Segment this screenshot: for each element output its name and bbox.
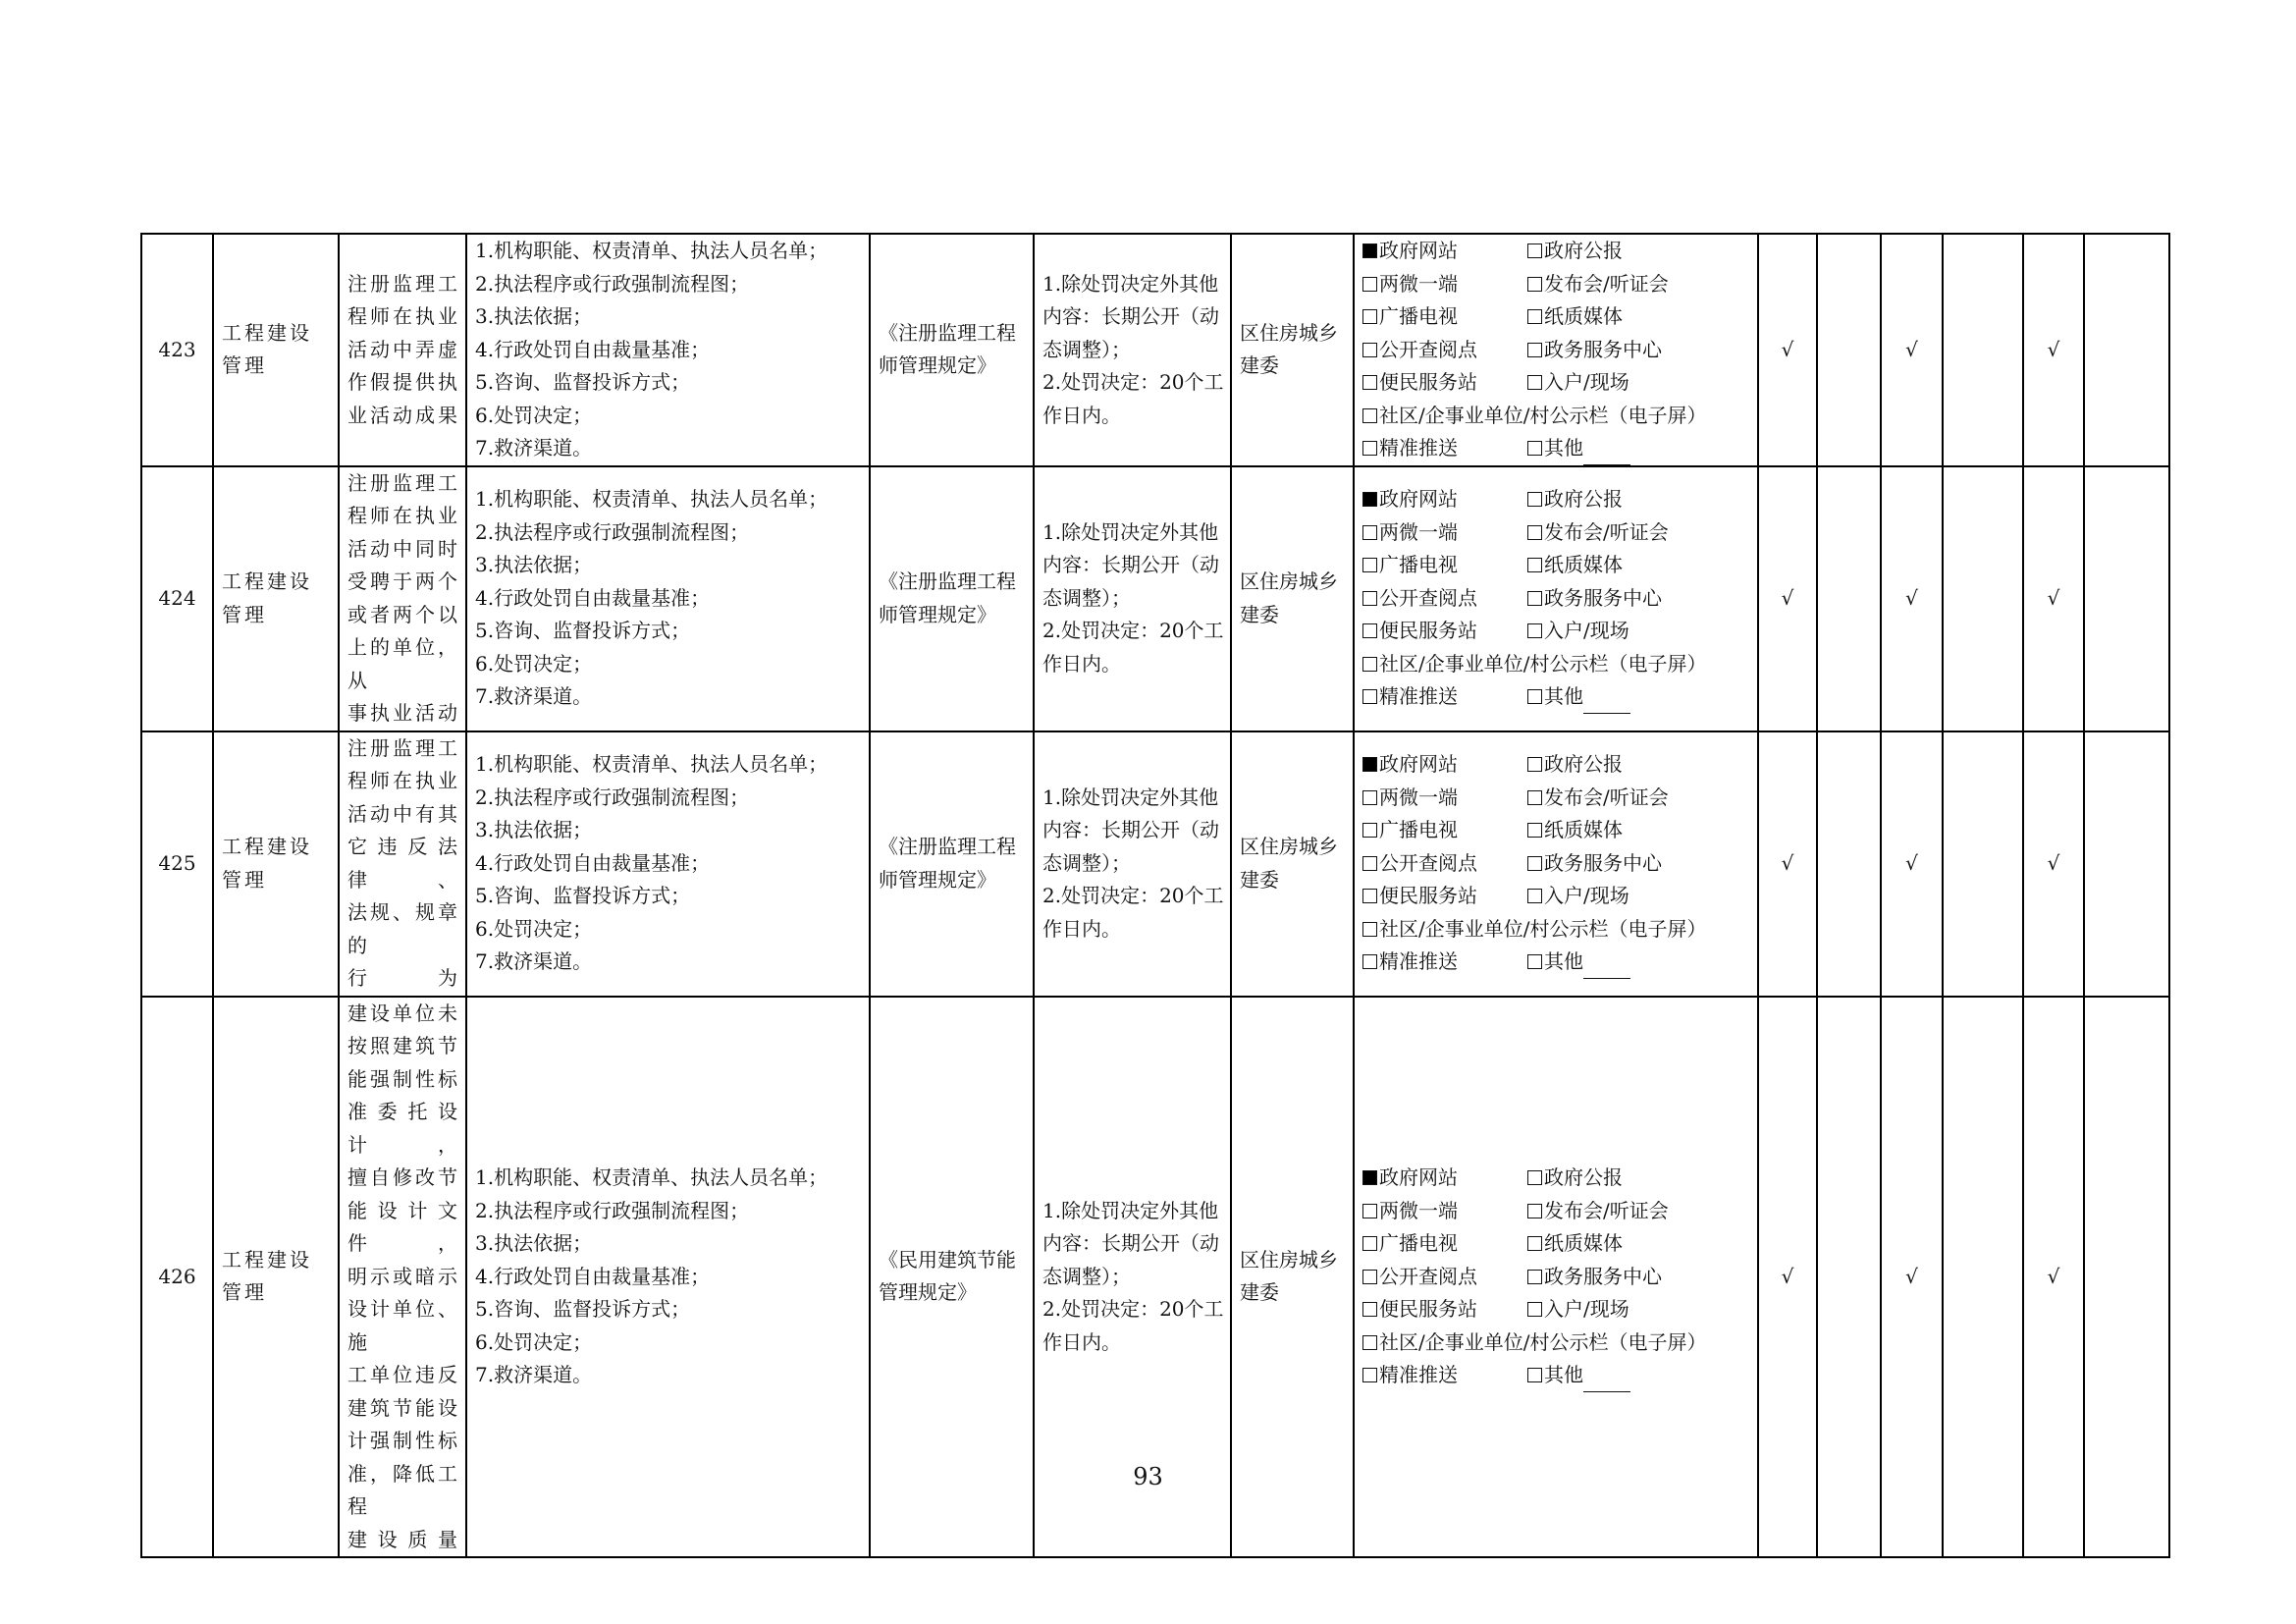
unchecked-box-icon [1362, 1236, 1377, 1251]
unchecked-box-icon [1362, 525, 1377, 540]
unchecked-box-icon [1527, 1270, 1542, 1284]
channel-convenience-station: 便民服务站 [1362, 1297, 1477, 1321]
unchecked-box-icon [1527, 1236, 1542, 1251]
unchecked-box-icon [1362, 343, 1377, 357]
checked-box-icon [1362, 244, 1377, 258]
channel-government-website: 政府网站 [1362, 487, 1458, 511]
unchecked-box-icon [1362, 823, 1377, 838]
row-number: 424 [141, 466, 213, 731]
channel-convenience-station: 便民服务站 [1362, 619, 1477, 642]
channel-government-gazette: 政府公报 [1527, 1165, 1623, 1189]
row-item: 注册监理工 程师在执业 活动中弄虚 作假提供执 业活动成果 [339, 234, 466, 466]
unchecked-box-icon [1527, 823, 1542, 838]
channel-bulletin-board: 社区/企事业单位/村公示栏（电子屏） [1362, 652, 1706, 676]
table-row [141, 731, 2169, 997]
row-category: 工程建设管理 [213, 997, 339, 1558]
unchecked-box-icon [1527, 790, 1542, 805]
row-timing: 1.除处罚决定外其他 内容：长期公开（动 态调整）； 2.处罚决定：20个工 作日内。 [1034, 234, 1231, 466]
channel-public-reading-point: 公开查阅点 [1362, 338, 1477, 361]
check-cell [1943, 234, 2023, 466]
unchecked-box-icon [1362, 657, 1377, 672]
channel-radio-tv: 广播电视 [1362, 1231, 1458, 1255]
unchecked-box-icon [1527, 954, 1542, 969]
check-cell [1817, 466, 1881, 731]
check-cell [2084, 466, 2169, 731]
row-timing: 1.除处罚决定外其他 内容：长期公开（动 态调整）； 2.处罚决定：20个工 作日内。 [1034, 997, 1231, 1558]
unchecked-box-icon [1527, 856, 1542, 871]
table-row [141, 466, 2169, 731]
unchecked-box-icon [1527, 525, 1542, 540]
channel-public-reading-point: 公开查阅点 [1362, 586, 1477, 610]
unchecked-box-icon [1362, 591, 1377, 606]
channel-door-to-door: 入户/现场 [1527, 1297, 1629, 1321]
unchecked-box-icon [1362, 922, 1377, 937]
check-mark: √ [1758, 997, 1817, 1558]
channel-other: 其他 [1527, 949, 1583, 973]
row-category: 工程建设管理 [213, 466, 339, 731]
other-blank-line [1583, 445, 1630, 465]
channel-government-website: 政府网站 [1362, 752, 1458, 776]
channel-other: 其他 [1527, 436, 1583, 460]
check-mark: √ [2023, 997, 2084, 1558]
unchecked-box-icon [1362, 1270, 1377, 1284]
channel-bulletin-board: 社区/企事业单位/村公示栏（电子屏） [1362, 1330, 1706, 1354]
channel-press-hearing: 发布会/听证会 [1527, 520, 1669, 544]
unchecked-box-icon [1527, 277, 1542, 292]
row-number: 426 [141, 997, 213, 1558]
row-content: 1.机构职能、权责清单、执法人员名单； 2.执法程序或行政强制流程图； 3.执法依据； 4.行政处罚自由裁量基准； 5.咨询、监督投诉方式； 6.处罚决定； 7.救济渠道。 [466, 997, 870, 1558]
unchecked-box-icon [1362, 441, 1377, 456]
row-content: 1.机构职能、权责清单、执法人员名单； 2.执法程序或行政强制流程图； 3.执法依据； 4.行政处罚自由裁量基准； 5.咨询、监督投诉方式； 6.处罚决定； 7.救济渠道。 [466, 731, 870, 997]
channel-precise-push: 精准推送 [1362, 949, 1458, 973]
unchecked-box-icon [1527, 1302, 1542, 1317]
row-channels [1354, 466, 1758, 731]
channel-two-micro-one-app: 两微一端 [1362, 785, 1458, 809]
check-cell [1817, 731, 1881, 997]
row-basis: 《注册监理工程 师管理规定》 [870, 731, 1034, 997]
channel-door-to-door: 入户/现场 [1527, 884, 1629, 907]
channel-precise-push: 精准推送 [1362, 1363, 1458, 1386]
channel-two-micro-one-app: 两微一端 [1362, 1199, 1458, 1222]
check-cell [1943, 731, 2023, 997]
row-item: 建设单位未 按照建筑节 能强制性标 准委托设计， 擅自修改节 能设计文件， 明示或暗示 设计单位、施 工单位违反 建筑节能设 计强制性标 准，降低工程 建设质量 [339, 997, 466, 1558]
row-subject: 区住房城乡 建委 [1231, 466, 1354, 731]
check-mark: √ [2023, 466, 2084, 731]
unchecked-box-icon [1362, 1302, 1377, 1317]
check-cell [2084, 234, 2169, 466]
unchecked-box-icon [1527, 757, 1542, 772]
check-cell [2084, 731, 2169, 997]
unchecked-box-icon [1527, 492, 1542, 507]
channel-service-center: 政务服务中心 [1527, 851, 1662, 875]
page-number: 93 [1133, 1463, 1163, 1490]
row-subject: 区住房城乡 建委 [1231, 234, 1354, 466]
unchecked-box-icon [1527, 689, 1542, 704]
channel-other: 其他 [1527, 684, 1583, 708]
channel-radio-tv: 广播电视 [1362, 818, 1458, 841]
other-blank-line [1583, 1372, 1630, 1392]
unchecked-box-icon [1527, 1170, 1542, 1185]
check-mark: √ [1881, 997, 1943, 1558]
checked-box-icon [1362, 492, 1377, 507]
check-cell [1817, 234, 1881, 466]
row-content: 1.机构职能、权责清单、执法人员名单； 2.执法程序或行政强制流程图； 3.执法依据； 4.行政处罚自由裁量基准； 5.咨询、监督投诉方式； 6.处罚决定； 7.救济渠道。 [466, 466, 870, 731]
channel-print-media: 纸质媒体 [1527, 304, 1623, 328]
unchecked-box-icon [1362, 856, 1377, 871]
unchecked-box-icon [1527, 343, 1542, 357]
other-blank-line [1583, 693, 1630, 714]
unchecked-box-icon [1362, 1335, 1377, 1350]
channel-bulletin-board: 社区/企事业单位/村公示栏（电子屏） [1362, 404, 1706, 427]
check-mark: √ [1881, 731, 1943, 997]
row-basis: 《民用建筑节能 管理规定》 [870, 997, 1034, 1558]
row-channels [1354, 731, 1758, 997]
row-number: 425 [141, 731, 213, 997]
channel-service-center: 政务服务中心 [1527, 338, 1662, 361]
channel-print-media: 纸质媒体 [1527, 818, 1623, 841]
row-category: 工程建设管理 [213, 731, 339, 997]
check-mark: √ [1881, 466, 1943, 731]
unchecked-box-icon [1362, 277, 1377, 292]
channel-radio-tv: 广播电视 [1362, 304, 1458, 328]
row-basis: 《注册监理工程 师管理规定》 [870, 466, 1034, 731]
other-blank-line [1583, 958, 1630, 979]
channel-public-reading-point: 公开查阅点 [1362, 1265, 1477, 1288]
row-item: 注册监理工 程师在执业 活动中有其 它违反法律、 法规、规章的 行为 [339, 731, 466, 997]
unchecked-box-icon [1527, 1204, 1542, 1218]
channel-government-website: 政府网站 [1362, 1165, 1458, 1189]
check-cell [1943, 466, 2023, 731]
channel-government-website: 政府网站 [1362, 239, 1458, 262]
row-basis: 《注册监理工程 师管理规定》 [870, 234, 1034, 466]
unchecked-box-icon [1527, 623, 1542, 638]
check-mark: √ [1881, 234, 1943, 466]
unchecked-box-icon [1362, 375, 1377, 390]
unchecked-box-icon [1362, 623, 1377, 638]
row-content: 1.机构职能、权责清单、执法人员名单； 2.执法程序或行政强制流程图； 3.执法依据； 4.行政处罚自由裁量基准； 5.咨询、监督投诉方式； 6.处罚决定； 7.救济渠道。 [466, 234, 870, 466]
check-mark: √ [1758, 731, 1817, 997]
check-mark: √ [1758, 234, 1817, 466]
channel-precise-push: 精准推送 [1362, 436, 1458, 460]
check-mark: √ [2023, 731, 2084, 997]
channel-radio-tv: 广播电视 [1362, 553, 1458, 576]
channel-press-hearing: 发布会/听证会 [1527, 272, 1669, 296]
unchecked-box-icon [1527, 558, 1542, 572]
row-subject: 区住房城乡 建委 [1231, 731, 1354, 997]
channel-service-center: 政务服务中心 [1527, 1265, 1662, 1288]
channel-service-center: 政务服务中心 [1527, 586, 1662, 610]
channel-convenience-station: 便民服务站 [1362, 884, 1477, 907]
channel-print-media: 纸质媒体 [1527, 553, 1623, 576]
checked-box-icon [1362, 757, 1377, 772]
unchecked-box-icon [1362, 790, 1377, 805]
row-category: 工程建设管理 [213, 234, 339, 466]
channel-door-to-door: 入户/现场 [1527, 619, 1629, 642]
row-timing: 1.除处罚决定外其他 内容：长期公开（动 态调整）； 2.处罚决定：20个工 作日内。 [1034, 466, 1231, 731]
unchecked-box-icon [1362, 408, 1377, 423]
unchecked-box-icon [1362, 309, 1377, 324]
channel-door-to-door: 入户/现场 [1527, 370, 1629, 394]
channel-public-reading-point: 公开查阅点 [1362, 851, 1477, 875]
unchecked-box-icon [1527, 375, 1542, 390]
unchecked-box-icon [1362, 558, 1377, 572]
channel-other: 其他 [1527, 1363, 1583, 1386]
unchecked-box-icon [1527, 441, 1542, 456]
disclosure-table [140, 233, 2170, 1558]
channel-two-micro-one-app: 两微一端 [1362, 272, 1458, 296]
channel-government-gazette: 政府公报 [1527, 239, 1623, 262]
row-subject: 区住房城乡 建委 [1231, 997, 1354, 1558]
channel-precise-push: 精准推送 [1362, 684, 1458, 708]
channel-government-gazette: 政府公报 [1527, 752, 1623, 776]
row-channels [1354, 234, 1758, 466]
unchecked-box-icon [1527, 889, 1542, 903]
unchecked-box-icon [1527, 1368, 1542, 1382]
channel-press-hearing: 发布会/听证会 [1527, 1199, 1669, 1222]
channel-print-media: 纸质媒体 [1527, 1231, 1623, 1255]
checked-box-icon [1362, 1170, 1377, 1185]
check-mark: √ [1758, 466, 1817, 731]
channel-two-micro-one-app: 两微一端 [1362, 520, 1458, 544]
unchecked-box-icon [1362, 954, 1377, 969]
unchecked-box-icon [1362, 689, 1377, 704]
unchecked-box-icon [1527, 244, 1542, 258]
row-number: 423 [141, 234, 213, 466]
unchecked-box-icon [1362, 889, 1377, 903]
unchecked-box-icon [1362, 1368, 1377, 1382]
unchecked-box-icon [1362, 1204, 1377, 1218]
table-row [141, 234, 2169, 466]
channel-government-gazette: 政府公报 [1527, 487, 1623, 511]
channel-convenience-station: 便民服务站 [1362, 370, 1477, 394]
check-mark: √ [2023, 234, 2084, 466]
channel-bulletin-board: 社区/企事业单位/村公示栏（电子屏） [1362, 917, 1706, 941]
channel-press-hearing: 发布会/听证会 [1527, 785, 1669, 809]
row-item: 注册监理工 程师在执业 活动中同时 受聘于两个 或者两个以 上的单位，从 事执业活动 [339, 466, 466, 731]
unchecked-box-icon [1527, 591, 1542, 606]
row-timing: 1.除处罚决定外其他 内容：长期公开（动 态调整）； 2.处罚决定：20个工 作日内。 [1034, 731, 1231, 997]
unchecked-box-icon [1527, 309, 1542, 324]
